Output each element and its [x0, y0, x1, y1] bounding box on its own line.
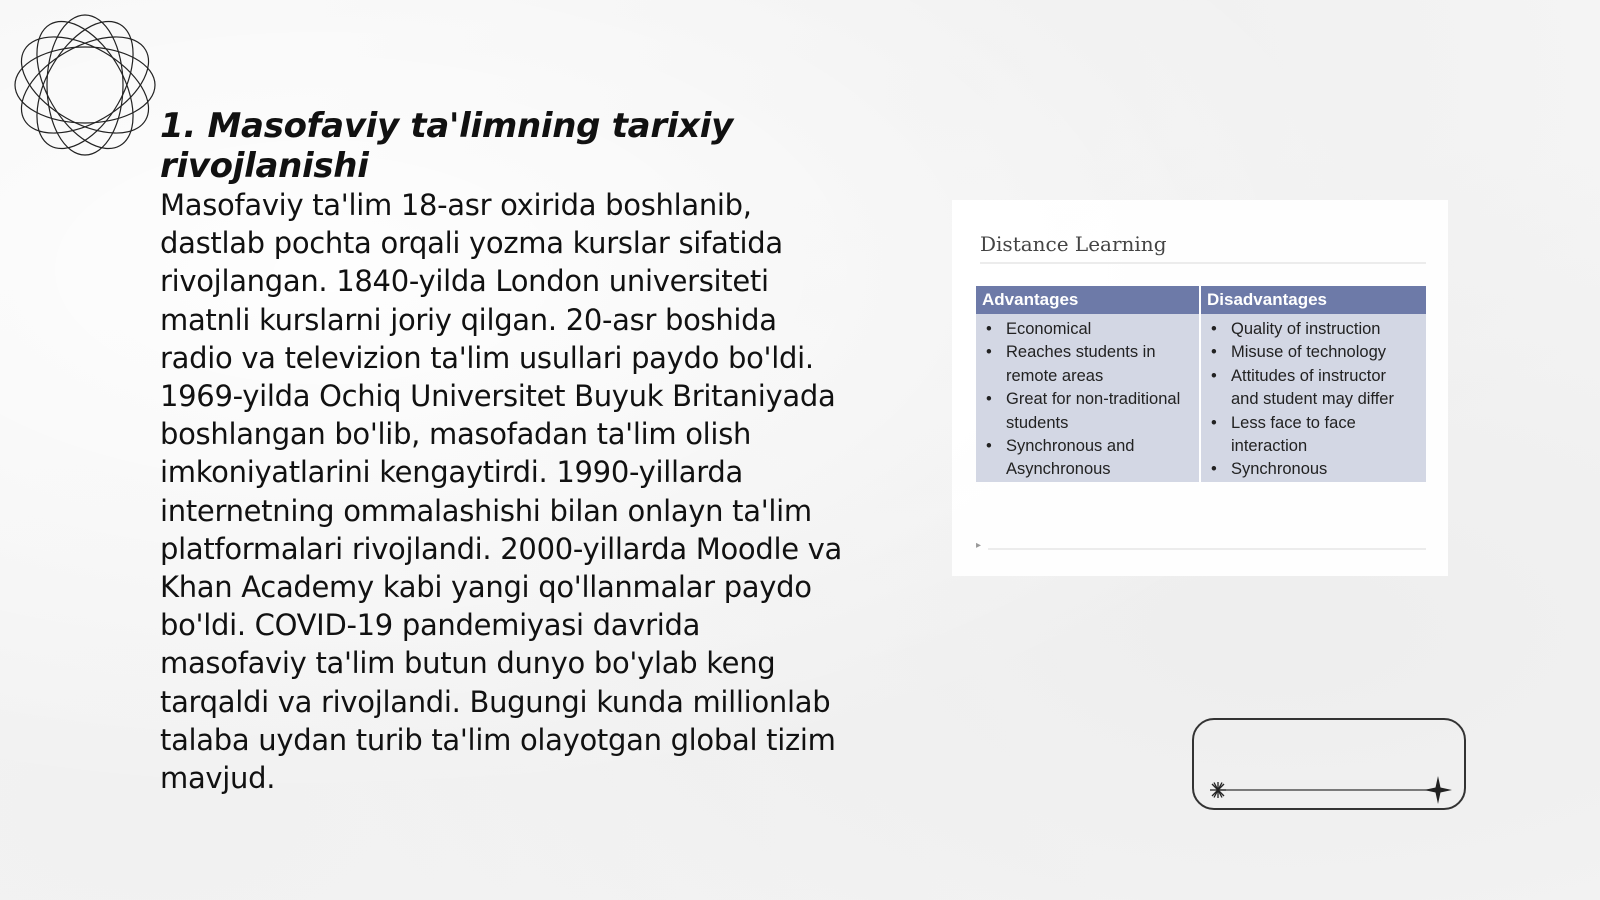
list-item: • Economical	[984, 318, 1191, 341]
slide-body-text: Masofaviy ta'lim 18-asr oxirida boshlanib, dastlab pochta orqali yozma kurslar sifatida rivojlangan. 1840-yilda London universiteti matnli kurslarni joriy qilgan. 20-asr boshida radio va televizion ta'lim usullari paydo bo'ldi. 1969-yilda Ochiq Universitet Buyuk Britaniyada boshlangan bo'lib, masofadan ta'lim olish imkoniyatlarini kengaytirdi. 1990-yillarda internetning ommalashishi bilan onlayn ta'lim platformalari rivojlandi. 2000-yillarda Moodle va Khan Academy kabi yangi qo'llanmalar paydo bo'ldi. COVID-19 pandemiyasi davrida masofaviy ta'lim butun dunyo bo'ylab keng tarqaldi va rivojlandi. Bugungi kunda millionlab talaba uydan turib ta'lim olayotgan global tizim mavjud.	[160, 188, 843, 796]
table-header-row	[976, 286, 1426, 314]
header-advantages: Advantages	[976, 286, 1201, 314]
advantages-column	[976, 314, 1201, 482]
distance-learning-image	[952, 200, 1448, 576]
image-title: Distance Learning	[980, 232, 1167, 256]
list-item: • Synchronous	[1209, 458, 1418, 481]
slide-title: 1. Masofaviy ta'limning tarixiy rivojlanishi	[160, 106, 733, 186]
list-item: • Synchronous and Asynchronous	[984, 435, 1191, 482]
table-body-row	[976, 314, 1426, 482]
spirograph-decoration-icon	[10, 10, 160, 160]
list-item: • Attitudes of instructor and student may differ	[1209, 365, 1418, 412]
starburst-icon	[1210, 782, 1226, 798]
disadvantages-column	[1201, 314, 1426, 482]
decorative-frame	[1192, 718, 1466, 810]
header-disadvantages: Disadvantages	[1207, 290, 1327, 309]
image-divider	[980, 262, 1426, 264]
comparison-table	[976, 286, 1426, 482]
list-item: • Quality of instruction	[1209, 318, 1418, 341]
list-item: • Less face to face interaction	[1209, 412, 1418, 459]
sparkle-icon	[1424, 776, 1452, 804]
play-arrow-icon: ▸	[976, 540, 982, 551]
list-item: • Great for non-traditional students	[984, 388, 1191, 435]
image-footer-divider	[988, 548, 1426, 550]
list-item: • Reaches students in remote areas	[984, 341, 1191, 388]
list-item: • Misuse of technology	[1209, 341, 1418, 364]
